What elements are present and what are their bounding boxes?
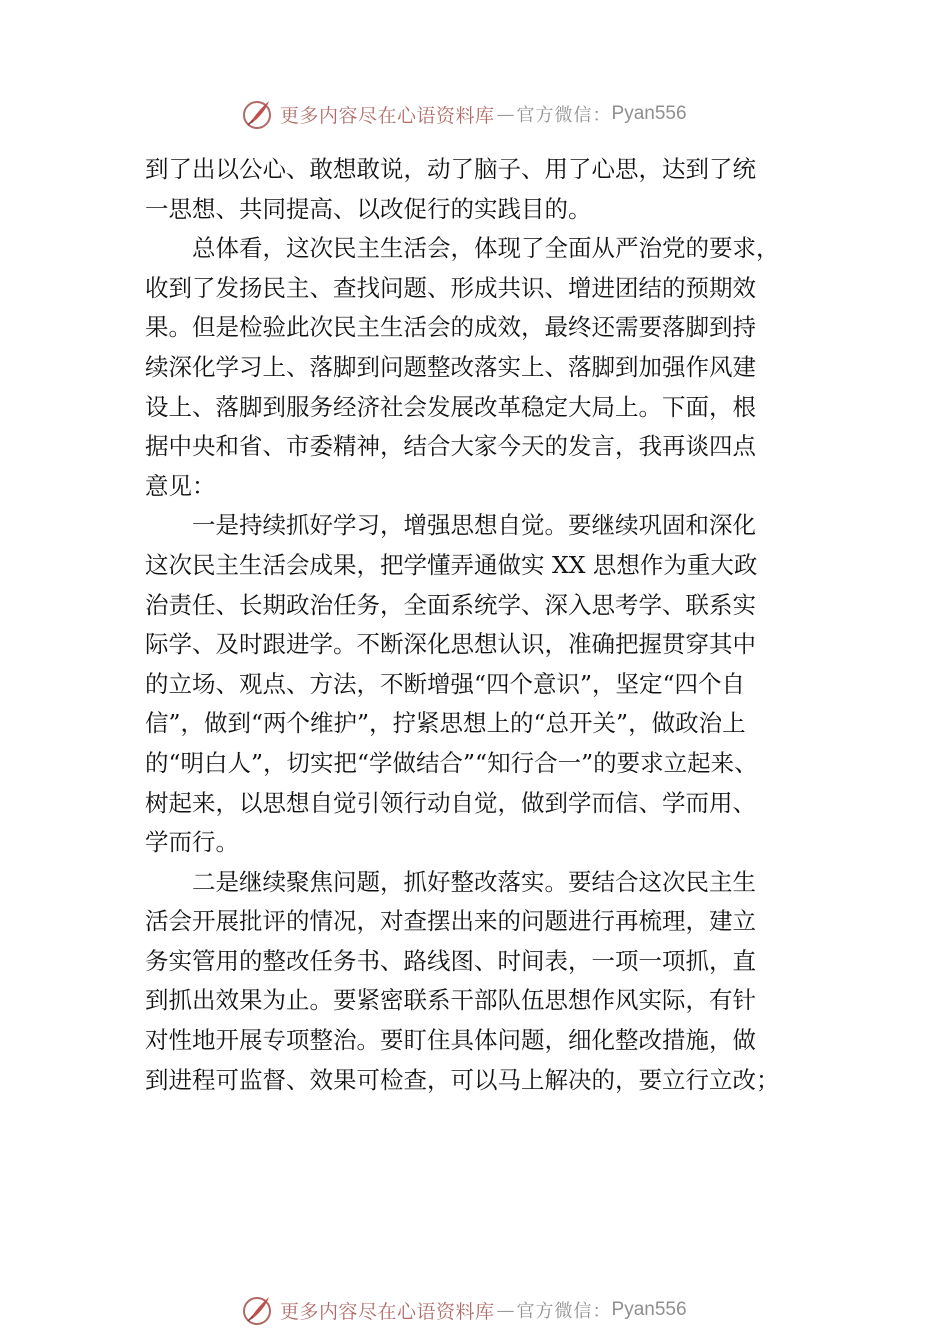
text-line: 续深化学习上、落脚到问题整改落实上、落脚到加强作风建: [145, 352, 756, 381]
text-line: 二是继续聚焦问题，抓好整改落实。要结合这次民主生: [192, 867, 756, 896]
text-line: 树起来，以思想自觉引领行动自觉，做到学而信、学而用、: [145, 788, 756, 817]
header-watermark: [240, 94, 687, 134]
footer-watermark: [240, 1290, 687, 1330]
text-line: 一是持续抓好学习，增强思想自觉。要继续巩固和深化: [192, 511, 756, 540]
text-line: 活会开展批评的情况，对查摆出来的问题进行再梳理，建立: [145, 907, 756, 936]
text-line: 一思想、共同提高、以改促行的实践目的。: [145, 194, 592, 223]
text-line: 际学、及时跟进学。不断深化思想认识，准确把握贯穿其中: [145, 630, 756, 659]
text-line: 务实管用的整改任务书、路线图、时间表，一项一项抓，直: [145, 946, 756, 975]
watermark-wechat-id: Pyan556: [611, 1299, 687, 1320]
watermark-wechat-label: 官方微信：: [516, 105, 612, 126]
text-line: 总体看，这次民主生活会，体现了全面从严治党的要求，: [192, 234, 780, 263]
text-line: 设上、落脚到服务经济社会发展改革稳定大局上。下面，根: [145, 392, 756, 421]
text-line: 信”，做到“两个维护”，拧紧思想上的“总开关”，做政治上: [145, 709, 746, 738]
text-line: 的立场、观点、方法，不断增强“四个意识”，坚定“四个自: [145, 669, 746, 698]
watermark-wechat-id: Pyan556: [611, 103, 687, 124]
quill-pen-logo-icon: [240, 1293, 274, 1327]
text-line: 据中央和省、市委精神，结合大家今天的发言，我再谈四点: [145, 432, 756, 461]
text-line: 意见：: [145, 471, 216, 500]
watermark-separator: —: [496, 103, 515, 125]
document-body: [145, 150, 810, 1100]
text-line: 的“明白人”，切实把“学做结合”“知行合一”的要求立起来、: [145, 748, 758, 777]
watermark-wechat-label: 官方微信：: [516, 1301, 612, 1322]
text-line: 到进程可监督、效果可检查，可以马上解决的，要立行立改；: [145, 1065, 780, 1094]
text-line: 收到了发扬民主、查找问题、形成共识、增进团结的预期效: [145, 273, 756, 302]
quill-pen-logo-icon: [240, 97, 274, 131]
text-line: 治责任、长期政治任务，全面系统学、深入思考学、联系实: [145, 590, 756, 619]
text-line: 果。但是检验此次民主生活会的成效，最终还需要落脚到持: [145, 313, 756, 342]
text-line: 这次民主生活会成果，把学懂弄通做实 XX 思想作为重大政: [145, 550, 758, 579]
watermark-site-text: 更多内容尽在心语资料库: [280, 104, 495, 127]
text-line: 学而行。: [145, 828, 239, 857]
watermark-separator: —: [496, 1299, 515, 1321]
watermark-site-text: 更多内容尽在心语资料库: [280, 1300, 495, 1323]
text-line: 到抓出效果为止。要紧密联系干部队伍思想作风实际，有针: [145, 986, 756, 1015]
text-line: 对性地开展专项整治。要盯住具体问题，细化整改措施，做: [145, 1026, 756, 1055]
text-line: 到了出以公心、敢想敢说，动了脑子、用了心思，达到了统: [145, 155, 756, 183]
